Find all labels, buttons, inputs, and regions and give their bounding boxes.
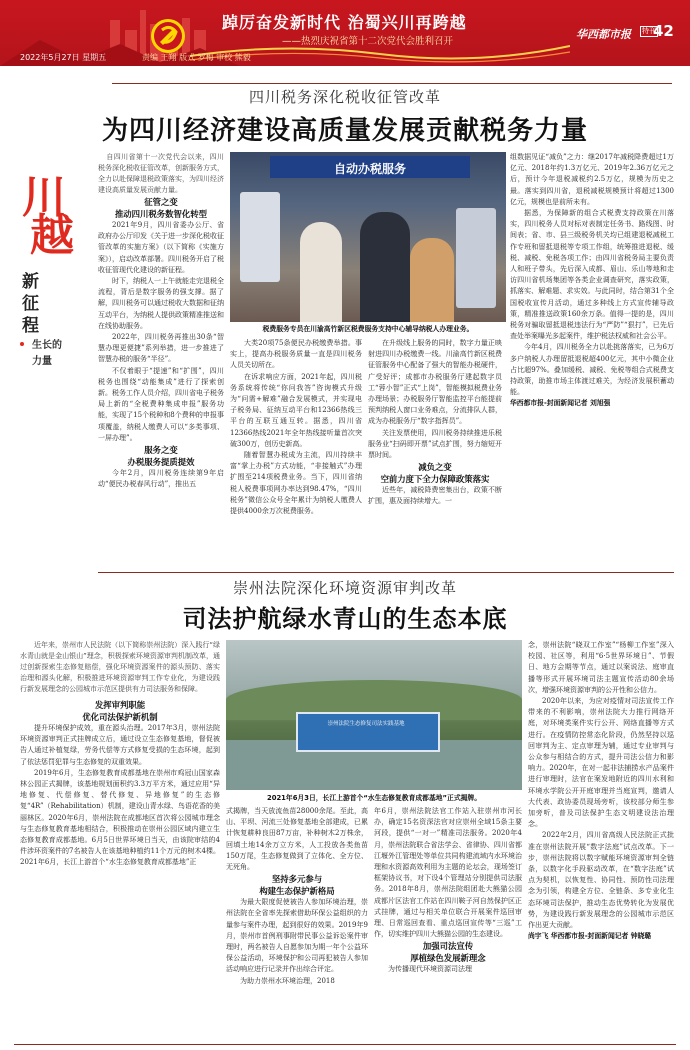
- article1-kicker: 四川税务深化税收征管改革: [248, 88, 441, 106]
- article2-photo: [226, 640, 522, 790]
- article2-col4: [528, 640, 674, 1042]
- article1-sub1: 征管之变 推动四川税务数智化转型: [114, 197, 208, 219]
- article1-credit: 华西都市报-封面新闻记者 刘旭强: [510, 399, 611, 408]
- article1-c4p1: 组数据见证“减负”之力：继2017年减税降费超过1万亿元、2018年约1.3万亿元、2019年2.36万亿元之后，预计今年退税减税约2.5万亿，规模为历史之最。落实到四川省，退税减税规模预计将超过1300亿元，规模也是前所未有。: [510, 153, 674, 206]
- article1-c4p3: 今年4月，四川税务全力以赴挑落落实，已为6万多户纳税人办理留抵退税超400亿元，其中小微企业占比超97%。叠加缓税、减税、免税等组合式税费支持政策，助推市场主体渡过难关，为经济发展积蓄动能。: [510, 343, 674, 397]
- article2-col3: [374, 806, 522, 1042]
- article2-c3p2: 为传播现代环境资源司法理: [388, 965, 472, 974]
- article1-c2p2: 在诉求响应方面，2021年起，四川税务系统将传统“你问我答”咨询模式升级为“问需+解难”融合发展模式，并实现电子税务局、征纳互动平台和12366热线三平台的互联互通互转。据悉，四川省12366热线2021年全年热线接听量首次突破300万，创历史新高。: [230, 372, 362, 448]
- article1-c2p3: 随着智慧办税成为主流，四川持续丰富“掌上办税”方式功能，“非接触式”办理扩围至214项税费业务。当下，四川省纳税人税费事项网办率达到98.47%，“四川税务”微信公众号全年累计为纳税人缴费人提供4000余万次税费服务。: [230, 451, 362, 516]
- article2-top-rule: [98, 572, 674, 573]
- article2-c4p2: 2020年以来，为应对疫情对司法宣传工作带来的不利影响，崇州法院大力推行网络开庭，对环境类案件实行公开、网络直播等方式进行。在疫情防控常态化阶段，仍然坚持以巡回审判为主、定点审理为辅，通过专业审判与公众参与相结合的方式，提升司法公信力和影响力。2020年，在对一起非法捕捞水产品案件进行审理时，法官在案发地附近的四川水利和环境水学院公开开庭审理并当庭宣判，邀请人大代表、政协委员现场旁听，该校部分师生参加旁听，普及司法保护生态文明建设法治理念。: [528, 697, 674, 829]
- article2-c4p3: 2022年2月，四川省高级人民法院正式批准在崇州法院开展“数字法庭”试点改革。下一步，崇州法院将以数字赋能环境资源审判全链条，以数字化手段驱动改革，在“数字法庭”试点为契机，以恢复性、协同性、预防性司法理念为引领，构建全方位、全链条、多专业化生态环境司法保护，推动生态优势转化为发展优势，为建设践行新发展理念的公园城市示范区作出更大贡献。: [528, 831, 674, 930]
- article1-sub3: 减负之变 空前力度下全力保障政策落实: [380, 462, 490, 485]
- editor-credits: 责编 王翔 版式 罗梅 审校 熊毅: [142, 53, 251, 62]
- article1-c1p5: 今年2月，四川税务连续第9年启动“便民办税春风行动”，推出五: [98, 469, 224, 489]
- article1-c2p1: 大类20项75条便民办税缴费举措。事实上，提高办税服务质量一直是四川税务人员关切所在。: [230, 339, 362, 370]
- article2-sub1: 发挥审判职能 优化司法保护新机制: [82, 700, 158, 722]
- article2-c3p1: 年6月，崇州法院法官工作站入驻崇州市河长办，确定15名资深法官对应崇州全域15条主要河段，提供“一对一”精准司法服务。2020年4月，崇州法院联合省法学会、省律协、四川省都江堰外江管理处等单位共同构建流域内水环境治理和水资源高效利用为主题的论坛会，现场签订框架协议书，对下设4个管理站分别提供司法服务。2018年8月，崇州法院组团赴大熊猫公园成都片区法官工作站在四川鞍子河自然保护区正式挂牌，通过与相关单位联合开展案件巡回审理、日常巡回查看、重点巡回宣传等“三巡”工作，切实维护四川大熊猫公园的生态建设。: [374, 807, 522, 939]
- article2-photo-caption: 2021年6月3日，长江上游首个“水生态修复教育成都基地”正式揭牌。: [266, 794, 482, 802]
- article2-col2: [226, 806, 368, 1042]
- article2-col1: [20, 640, 220, 1042]
- article1-c3p1: 在升级线上服务的同时，数字力量正映射进四川办税缴费一线。川渝高竹新区税费征管服务中心配备了强大的智能办税硬件，广受好评；成都市办税服务厅建起数字员工“蓉小智”正式“上岗”，智能模拟税费业务办理场景；办税服务厅智能监控平台能提前预判纳税人窗口业务难点，分流排队人群，成为办税服务厅“数字指挥员”。: [368, 339, 502, 426]
- article1-c1p2: 时下，纳税人一上午就能走完退税全流程，背后是数字服务的强支撑。据了解，四川税务可以通过税收大数据和征纳互动平台，为纳税人提供政策精准推送和在线协助服务。: [98, 277, 224, 330]
- article1-c1p1: 2021年9月，四川省委办公厅、省政府办公厅印发《关于进一步深化税收征管改革的实施方案》（以下简称《实施方案》），启动改革部署。四川税务开启了税收征管现代化建设的新征程。: [98, 221, 224, 274]
- article1-headline: 为四川经济建设高质量发展贡献税务力量: [101, 116, 588, 146]
- article1-c3p3: 近些年，减税降费密集出台，政策不断扩围，惠及面持续增大。一: [368, 486, 502, 506]
- paper-name: 华西都市报: [576, 28, 631, 41]
- article2-c2p3: 为助力崇州水环境治理，2018: [240, 976, 335, 985]
- page-bottom-rule: [14, 1044, 676, 1045]
- article2-sub2: 坚持多元参与 构建生态保护新格局: [259, 874, 335, 897]
- article2-c1p2: 2019年6月，生态修复教育成都基地在崇州市鸡冠山国家森林公园正式揭牌，该基地规划面积约3.3万平方米，通过应用“异地修复、代偿修复、替代修复、异地修复”的生态修复“4R”（Rehabilitation）机制，建设山青水绿、鸟语花香的美丽林区。2020年6月，崇州法院在成都地区首次将公园城市理念与生态修复教育基地相结合，积极推动在崇州公园区域内建立生态修复教育成都基地。6月5日世界环境日当天，由该院审结的4件涉环资案件的7名被告人在该基地种植约11个万元的树木4棵。2021年6月，长江上游首个“水生态修复教育成都基地”正: [20, 768, 220, 867]
- article2-c4p1: 念，崇州法院“晓双工作室”“杨柳工作室”深入校园、社区等，利用“6·5世界环境日”、节假日、地方会期等节点，通过以案说法、庭审直播等形式开展环境司法主题宣传活动80余场次，增强环境资源审判的公开性和公信力。: [528, 641, 674, 694]
- photo-sign-text: 自动办税服务: [333, 162, 406, 176]
- page-number: 42: [653, 22, 674, 40]
- side-tag-growth: 生长的: [32, 340, 62, 351]
- article1-sub2: 服务之变 办税服务提质提效: [127, 445, 195, 468]
- side-tag-power: 力量: [32, 356, 52, 367]
- side-title-yue: 越: [30, 210, 74, 261]
- article2-c2p2: 为最大限度促使被告人参加环境治理，崇州法院在全省率先探索借助环保公益组织的力量参与案件办理，起到很好的效果。2019年9月，崇州市首例刑事附带民事公益诉讼案件审理时，两名被告人自愿参加为期一年个公益环保公益活动，环境保护和公司再犯被告人参加活动响应进行记录并作出综合评定。: [226, 898, 368, 974]
- article1-c4p2: 据悉，为保障新的组合式税费支持政策在川落实，四川税务人员对标对表制定任务书、路线图、时间表；省、市、县三级税务机关均已组建退税减税工作专班和留抵退税等专项工作组，统筹推进退税、缓税、减税、免税各项工作；由四川省税务局主要负责人和班子带头，先后深入成都、眉山、乐山等地和走访四川省机场集团等各类企业调查研究，落实政策，抓落实、解难题、求实效。与此同时，结合第31个全国税收宣传月活动，通过多种线上方式宣传辅导政策，精准推送政策160余万条。值得一提的是，四川税务对骗取留抵退税违法行为“严防”“狠打”，已先后查处举案曝光多起案件，维护税法权威和社会公平。: [510, 209, 674, 341]
- photo-stage-sign: 崇州法院生态修复司法实践基地: [327, 721, 405, 727]
- article2-c1p1: 提升环境保护成效，重在源头治理。2017年3月，崇州法院环境资源审判正式挂牌成立后，通过设立生态修复基地，督促被告人通过补植复绿，劳务代偿等方式修复受损的生态环境，起到了依法惩罚犯罪与生态修复的双重效果。: [20, 724, 220, 766]
- article1-lead: 自四川省第十一次党代会以来，四川税务深化税收征管改革，创新服务方式，全力以赴保障退税政策落实，为四川经济建设高质量发展贡献力量。: [98, 153, 224, 194]
- article2-sub3: 加强司法宣传 厚植绿色发展新理念: [410, 941, 486, 964]
- article1-c3p2: 关注发票使用，四川税务持续推进乐税服务业“扫码即开票”试点扩围，努力缩短开票时间。: [368, 428, 502, 460]
- date-line: 2022年5月27日 星期五: [20, 53, 107, 62]
- article2-c2p1: 式揭牌，当天放流鱼苗28000余尾。至此，高山、平坝、河流三处修复基地全部建成，已累计恢复耕种良田87万亩，补种树木2万株余，回填土地14余万立方米，人工投放各类鱼苗150万尾，生态修复做到了立体化、全方位、无死角。: [226, 807, 368, 872]
- article2-headline: 司法护航绿水青山的生态本底: [182, 605, 508, 633]
- side-title-chuan: 川: [22, 172, 66, 223]
- side-title-cheng: 程: [22, 316, 39, 336]
- article2-kicker: 崇州法院深化环境资源审判改革: [232, 579, 457, 597]
- page-label: 特刊: [642, 27, 656, 35]
- side-title-zheng: 征: [22, 294, 39, 314]
- banner-subslogan: ——热烈庆祝省第十二次党代会胜利召开: [282, 36, 454, 47]
- article1-c1p3: 2022年，四川税务再推出30条“智慧办理更便捷”系列举措，进一步推进了智慧办税的服务“半径”。: [98, 333, 224, 364]
- side-title-xin: 新: [22, 272, 39, 292]
- article2-credit: 尚宇飞 华西都市报-封面新闻记者 钟晓璐: [528, 932, 652, 941]
- article1-c1p4: 不仅着眼于“提速”和“扩围”，四川税务也围绕“动能集成”进行了探索创新。税务工作人员介绍，四川省电子税务局上新的“全税费种集成申报”服务功能，实现了15个税种和8个费种的申报事项覆盖，纳税人缴费人可以“多类事项、一屏办理”。: [98, 366, 224, 442]
- article1-photo-caption: 税费服务专员在川渝高竹新区税费服务支持中心辅导纳税人办理业务。: [262, 325, 474, 333]
- banner-slogan: 踔厉奋发新时代 治蜀兴川再跨越: [222, 13, 467, 32]
- article2-lead: 近年来，崇州市人民法院（以下简称崇州法院）深入践行“绿水青山就是金山银山”理念，积极探索环境资源审判机制改革，通过创新探索生态修复赔偿，强化环境资源案件的源头预防、落实治理和源头化解，积极推进环境资源审判工作专业化，为建设践行新发展理念的公园城市示范区提供有力司法服务和保障。: [20, 641, 220, 693]
- photo-stage: [296, 712, 440, 752]
